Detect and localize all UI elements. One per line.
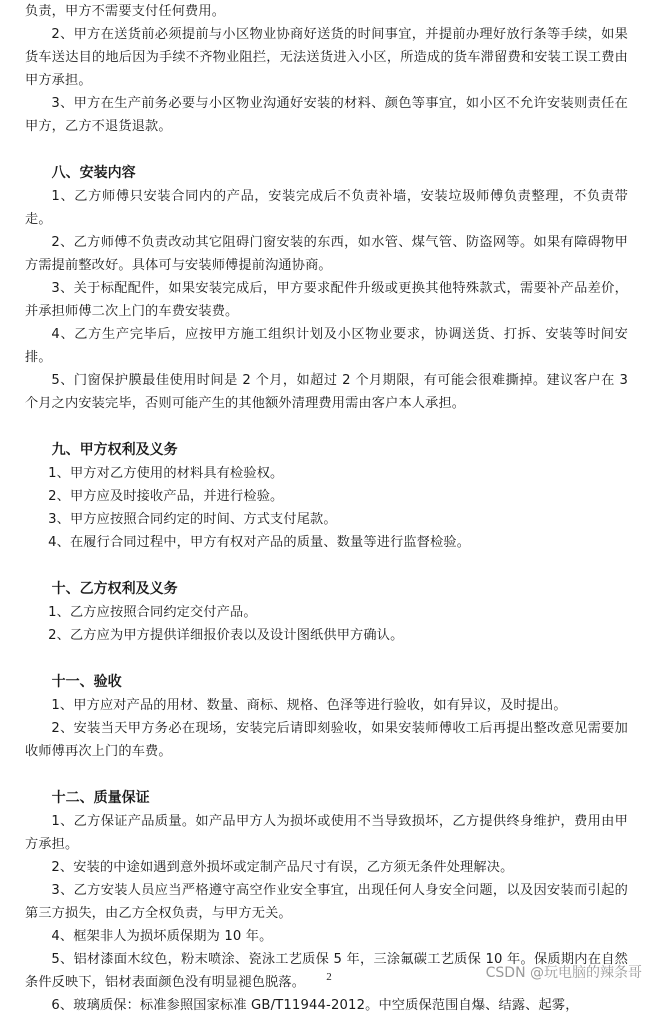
paragraph: 6、玻璃质保：标准参照国家标准 GB/T11944-2012。中空质保范围自爆、结露、起雾， [51,998,579,1013]
paragraph: 负责，甲方不需要支付任何费用。 [25,4,226,19]
section-heading: 八、安装内容 [51,165,136,181]
paragraph: 2、甲方应及时接收产品，并进行检验。 [48,489,284,504]
paragraph: 3、乙方安装人员应当严格遵守高空作业安全事宜，出现任何人身安全问题，以及因安装而引起的第三方损失，由乙方全权负责，与甲方无关。 [25,883,628,921]
paragraph: 4、框架非人为损坏质保期为 10 年。 [51,929,273,944]
paragraph: 2、乙方师傅不负责改动其它阻碍门窗安装的东西，如水管、煤气管、防盗网等。如果有障碍物甲方需提前整改好。具体可与安装师傅提前沟通协商。 [25,235,628,273]
page-number: 2 [326,971,332,983]
paragraph: 2、乙方应为甲方提供详细报价表以及设计图纸供甲方确认。 [48,628,404,643]
paragraph: 1、甲方对乙方使用的材料具有检验权。 [48,466,284,481]
paragraph: 2、甲方在送货前必须提前与小区物业协商好送货的时间事宜，并提前办理好放行条等手续，如果货车送达目的地后因为手续不齐物业阻拦，无法送货进入小区，所造成的货车滞留费和安装工误工费由甲方承担。 [25,27,628,88]
paragraph: 5、门窗保护膜最佳使用时间是 2 个月，如超过 2 个月期限，有可能会很难撕掉。建议客户在 3 个月之内安装完毕，否则可能产生的其他额外清理费用需由客户本人承担。 [25,373,628,411]
paragraph: 2、安装的中途如遇到意外损坏或定制产品尺寸有误，乙方须无条件处理解决。 [51,860,514,875]
paragraph: 5、铝材漆面木纹色，粉末喷涂、瓷泳工艺质保 5 年，三涂氟碳工艺质保 10 年。保质期内在自然条件反映下，铝材表面颜色没有明显褪色脱落。 [25,952,628,990]
paragraph: 4、乙方生产完毕后，应按甲方施工组织计划及小区物业要求，协调送货、打拆、安装等时间安排。 [25,327,628,365]
paragraph: 1、乙方师傅只安装合同内的产品，安装完成后不负责补墙，安装垃圾师傅负责整理，不负责带走。 [25,189,628,227]
paragraph: 2、安装当天甲方务必在现场，安装完后请即刻验收，如果安装师傅收工后再提出整改意见需要加收师傅再次上门的车费。 [25,721,628,759]
paragraph: 1、乙方保证产品质量。如产品甲方人为损坏或使用不当导致损坏，乙方提供终身维护，费用由甲方承担。 [25,814,628,852]
paragraph: 3、甲方在生产前务必要与小区物业沟通好安装的材料、颜色等事宜，如小区不允许安装则责任在甲方，乙方不退货退款。 [25,96,628,134]
paragraph: 1、甲方应对产品的用材、数量、商标、规格、色泽等进行验收，如有异议，及时提出。 [51,698,567,713]
paragraph: 3、甲方应按照合同约定的时间、方式支付尾款。 [48,512,337,527]
watermark: CSDN @玩电脑的辣条哥 [485,965,642,981]
paragraph: 4、在履行合同过程中，甲方有权对产品的质量、数量等进行监督检验。 [48,535,471,550]
section-heading: 十二、质量保证 [51,790,150,806]
paragraph: 3、关于标配配件，如果安装完成后，甲方要求配件升级或更换其他特殊款式，需要补产品差价，并承担师傅二次上门的车费安装费。 [25,281,628,319]
section-heading: 九、甲方权利及义务 [51,442,178,458]
section-heading: 十一、验收 [51,674,122,690]
paragraph: 1、乙方应按照合同约定交付产品。 [48,605,257,620]
section-heading: 十、乙方权利及义务 [51,581,178,597]
